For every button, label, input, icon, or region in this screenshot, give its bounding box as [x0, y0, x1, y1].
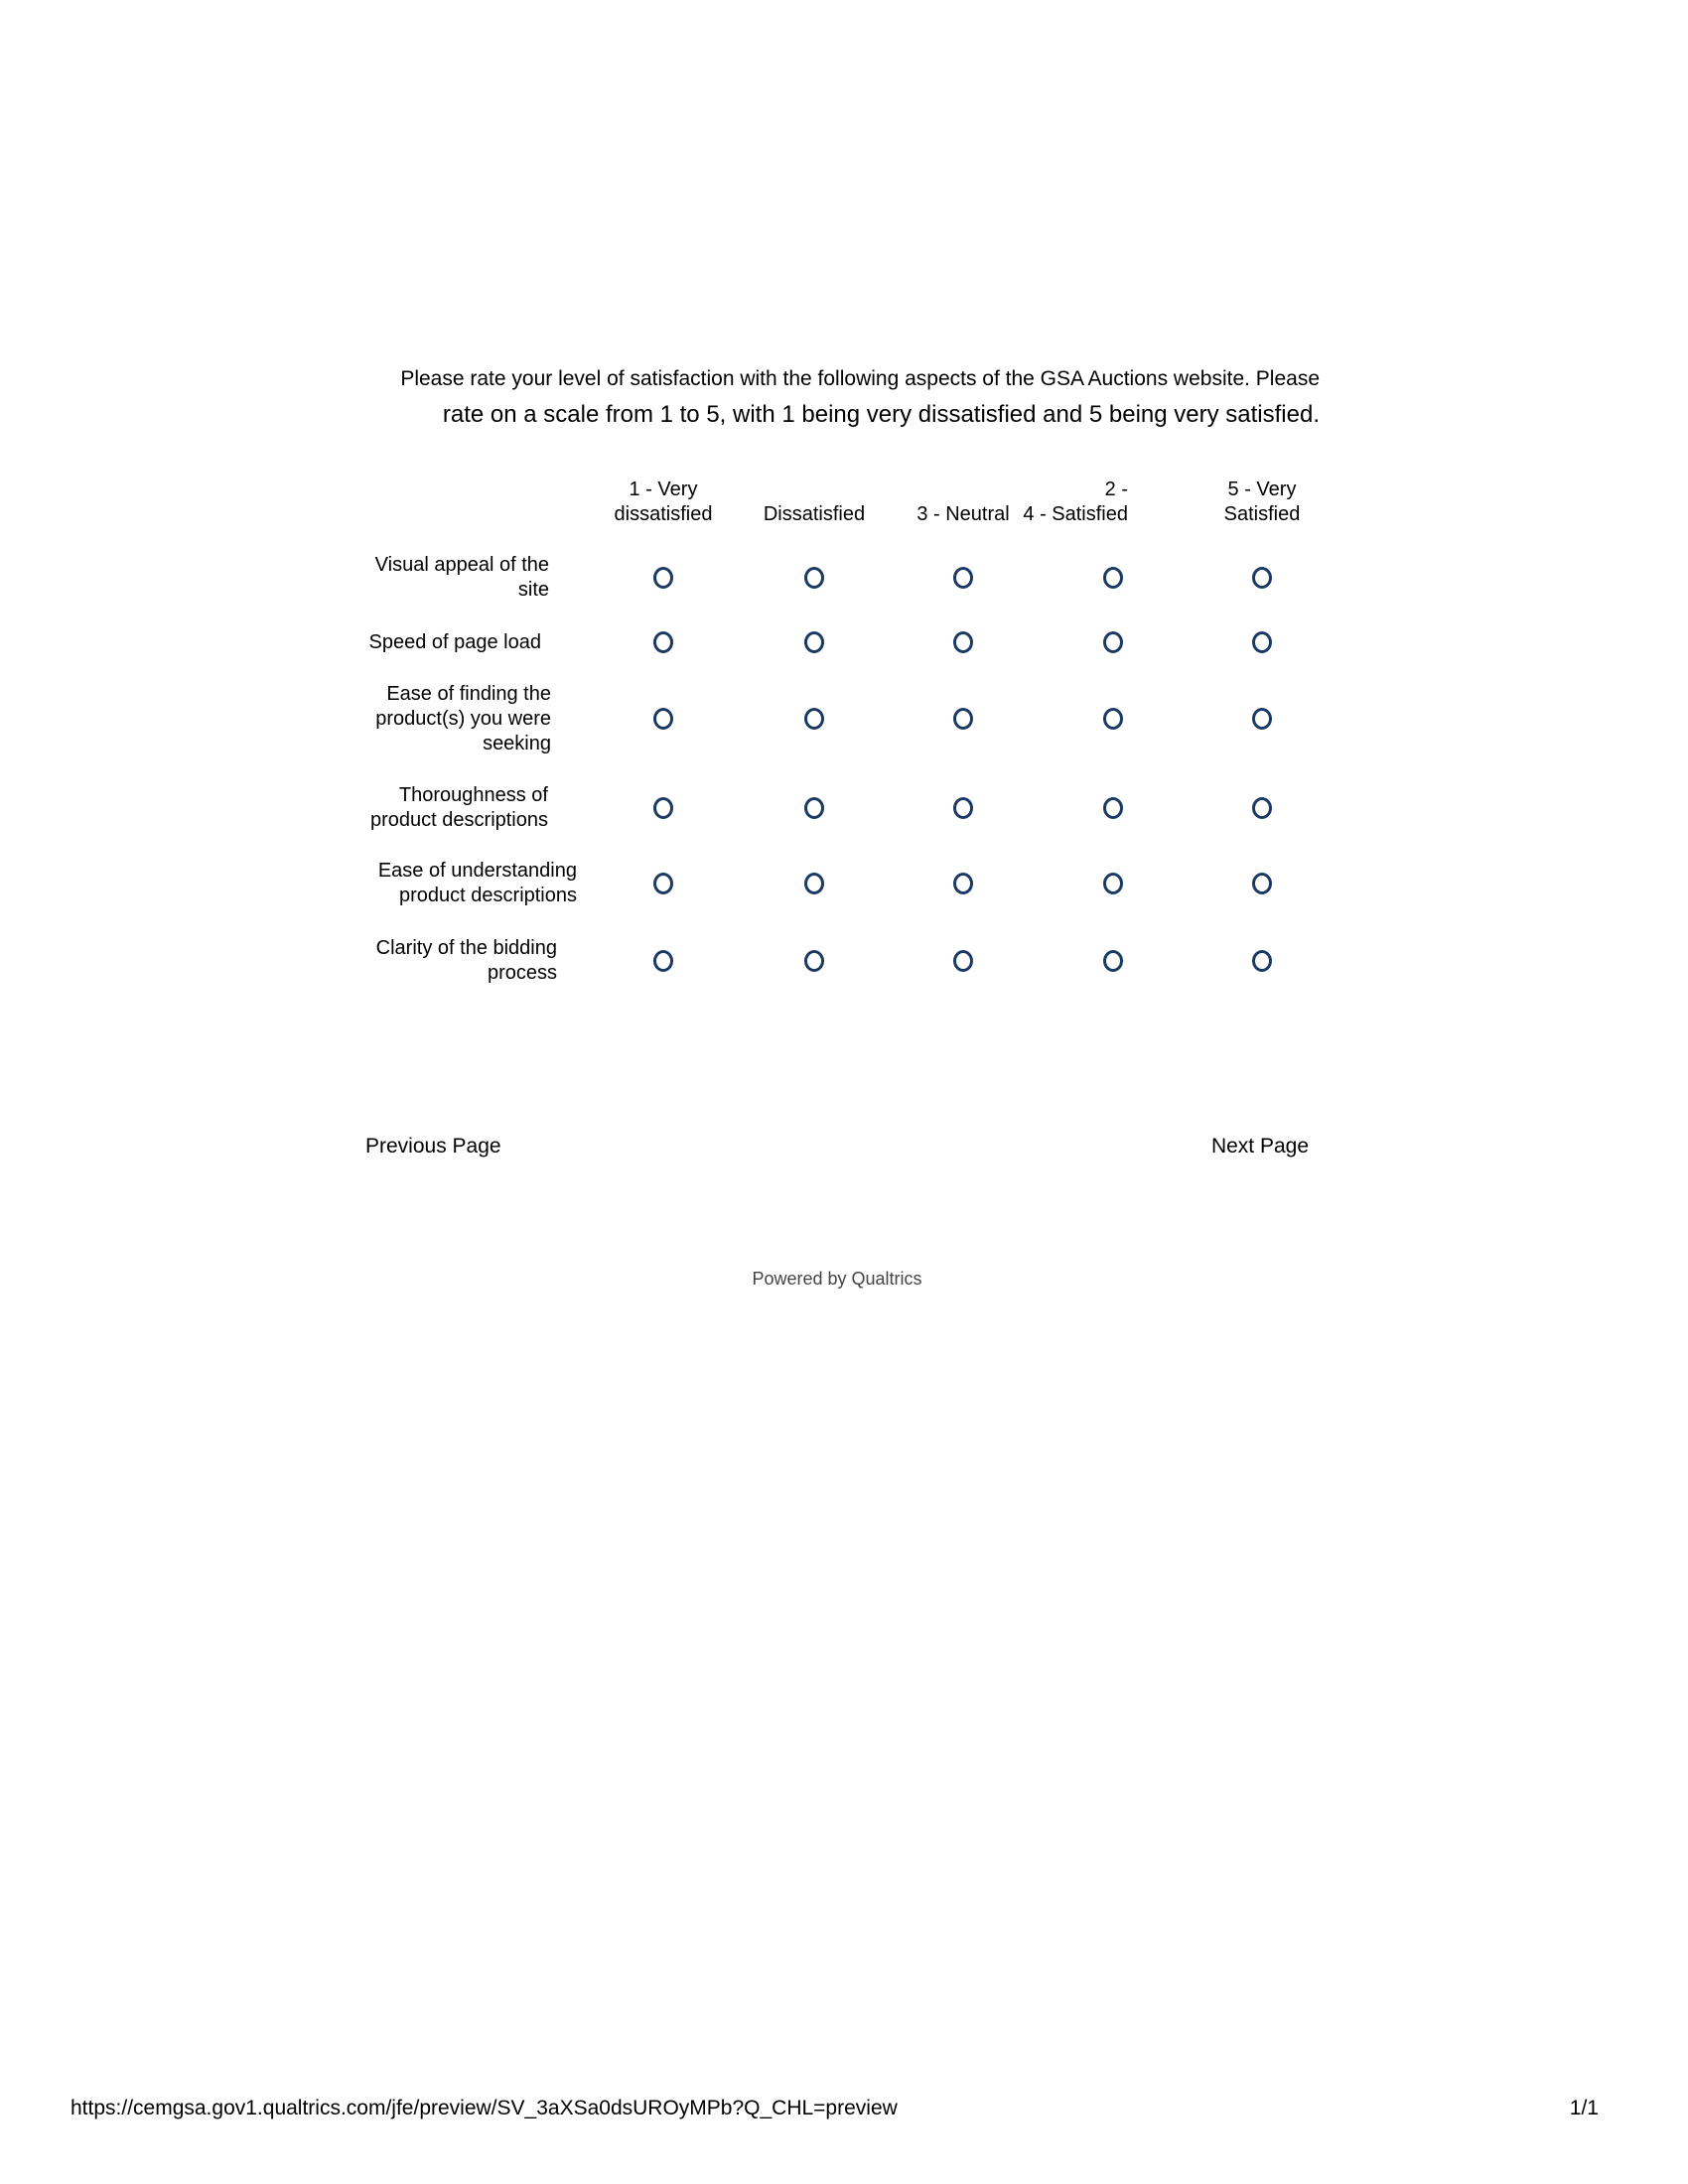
row-label	[369, 630, 542, 655]
radio-option-1[interactable]	[653, 567, 673, 589]
row-label	[375, 682, 551, 756]
column-header-text: Satisfied	[1223, 503, 1301, 525]
row-label-line: product(s) you were	[375, 707, 551, 730]
row-label	[376, 936, 557, 986]
column-header-1	[589, 478, 738, 527]
radio-option-4[interactable]	[1103, 708, 1123, 730]
column-header-5	[1188, 478, 1336, 527]
column-header-text: dissatisfied	[614, 503, 713, 525]
row-label	[370, 783, 548, 833]
radio-option-5[interactable]	[1252, 708, 1272, 730]
radio-option-1[interactable]	[653, 708, 673, 730]
column-header-text: 4 - Satisfied	[1023, 503, 1128, 525]
question-text-line-2: rate on a scale from 1 to 5, with 1 being very dissatisfied and 5 being very satisfied.	[442, 401, 1320, 428]
radio-option-5[interactable]	[1252, 631, 1272, 653]
powered-by-qualtrics: Powered by Qualtrics	[752, 1269, 922, 1289]
radio-option-5[interactable]	[1252, 873, 1272, 894]
previous-page-button[interactable]: Previous Page	[365, 1135, 501, 1158]
radio-option-5[interactable]	[1252, 797, 1272, 819]
footer-url: https://cemgsa.gov1.qualtrics.com/jfe/preview/SV_3aXSa0dsUROyMPb?Q_CHL=preview	[70, 2097, 898, 2119]
column-header-text: 5 - Very	[1227, 478, 1297, 500]
radio-option-1[interactable]	[653, 950, 673, 972]
radio-option-2[interactable]	[804, 708, 824, 730]
radio-option-1[interactable]	[653, 631, 673, 653]
radio-option-3[interactable]	[953, 873, 973, 894]
radio-option-4[interactable]	[1103, 873, 1123, 894]
radio-option-1[interactable]	[653, 873, 673, 894]
radio-option-4[interactable]	[1103, 797, 1123, 819]
radio-option-2[interactable]	[804, 797, 824, 819]
column-header-text: 1 - Very	[629, 478, 698, 500]
radio-option-4[interactable]	[1103, 950, 1123, 972]
row-label-line: process	[487, 962, 557, 984]
radio-option-1[interactable]	[653, 797, 673, 819]
column-header-text: 2 -	[1104, 478, 1128, 500]
column-header-2	[740, 478, 889, 527]
row-label	[378, 859, 577, 908]
question-text-line-1: Please rate your level of satisfaction with the following aspects of the GSA Auctions website. Please	[400, 367, 1320, 390]
radio-option-5[interactable]	[1252, 950, 1272, 972]
column-header-text	[740, 478, 889, 502]
radio-option-2[interactable]	[804, 567, 824, 589]
row-label-line: Visual appeal of the	[374, 554, 549, 576]
row-label-line: Speed of page load	[368, 630, 541, 653]
radio-option-2[interactable]	[804, 631, 824, 653]
radio-option-2[interactable]	[804, 950, 824, 972]
row-label-line: seeking	[483, 732, 551, 754]
row-label-line: product descriptions	[399, 885, 577, 906]
row-label-line: Ease of finding the	[386, 682, 551, 705]
footer-page-number: 1/1	[1569, 2097, 1599, 2119]
radio-option-5[interactable]	[1252, 567, 1272, 589]
row-label	[375, 553, 549, 603]
row-label-line: Thoroughness of	[398, 784, 548, 806]
row-label-line: Ease of understanding	[377, 860, 577, 882]
radio-option-3[interactable]	[953, 950, 973, 972]
row-label-line: Clarity of the bidding	[375, 937, 557, 959]
column-header-text: Dissatisfied	[763, 503, 866, 525]
radio-option-4[interactable]	[1103, 631, 1123, 653]
radio-option-3[interactable]	[953, 797, 973, 819]
radio-option-3[interactable]	[953, 567, 973, 589]
radio-option-4[interactable]	[1103, 567, 1123, 589]
radio-option-2[interactable]	[804, 873, 824, 894]
column-header-4	[979, 478, 1128, 527]
row-label-line: site	[517, 579, 549, 601]
radio-option-3[interactable]	[953, 708, 973, 730]
next-page-button[interactable]: Next Page	[1210, 1135, 1309, 1158]
row-label-line: product descriptions	[370, 809, 548, 831]
radio-option-3[interactable]	[953, 631, 973, 653]
column-header-text: 3 - Neutral	[916, 503, 1010, 525]
